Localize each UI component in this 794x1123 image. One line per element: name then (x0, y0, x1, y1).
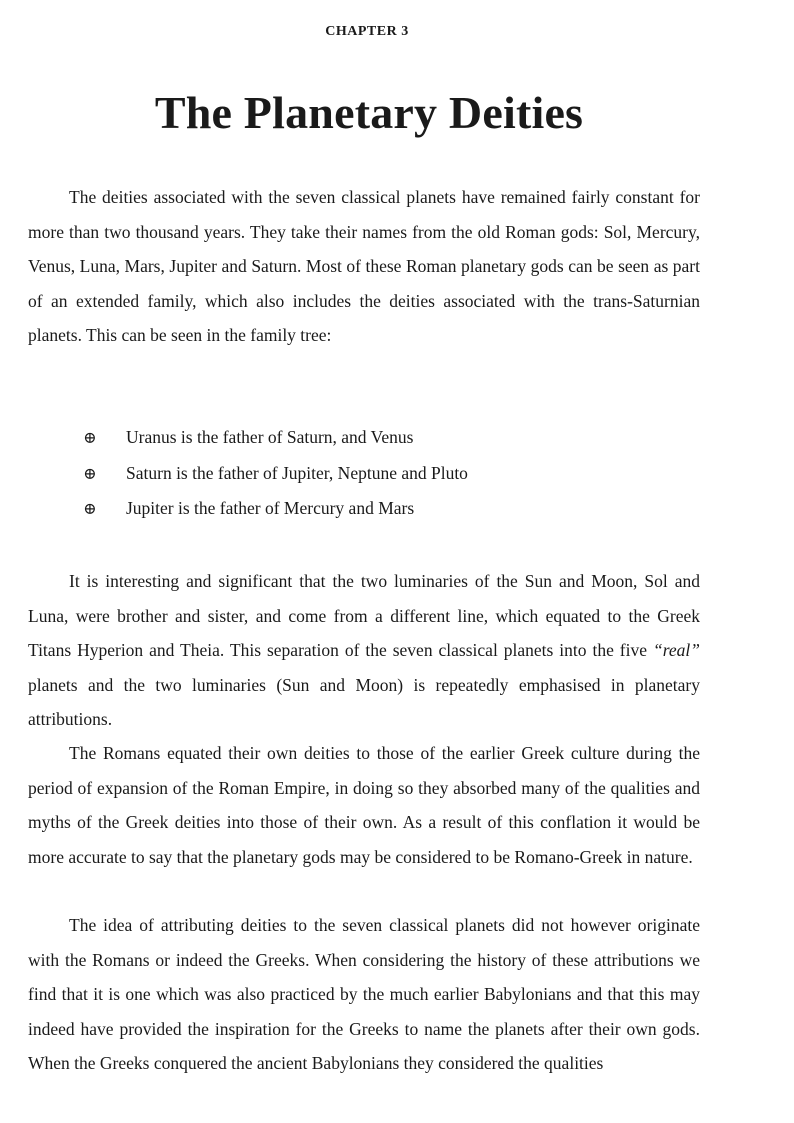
paragraph-luminaries (28, 564, 700, 737)
circled-plus-icon: ⊕ (83, 465, 97, 483)
circled-plus-icon: ⊕ (83, 501, 97, 518)
list-item-text: Saturn is the father of Jupiter, Neptune and Pluto (126, 462, 468, 483)
emphasis-real: “real” (652, 640, 700, 661)
list-item-text: Jupiter is the father of Mercury and Mars (126, 498, 415, 518)
paragraph-text: planets and the two luminaries (Sun and Moon) is repeatedly emphasised in planetary attributions. (28, 674, 700, 730)
list-item (82, 491, 468, 527)
list-item-text: Uranus is the father of Saturn, and Venus (126, 427, 414, 447)
paragraph-intro: The deities associated with the seven classical planets have remained fairly constant for more than two thousand years. They take their names from the old Roman gods: Sol, Mercury, Venus, Luna, Mars, Jupiter and Saturn. Most of these Roman planetary gods can be seen as part of an extended family, which also includes the deities associated with the trans-Saturnian planets. This can be seen in the family tree: (28, 187, 700, 346)
circled-plus-icon: ⊕ (83, 430, 97, 447)
list-item (82, 420, 468, 456)
list-item (82, 456, 468, 492)
chapter-label: CHAPTER 3 (325, 24, 409, 39)
paragraph-romans: The Romans equated their own deities to those of the earlier Greek culture during the period of expansion of the Roman Empire, in doing so they absorbed many of the qualities and myths of the Greek deities into those of their own. As a result of this conflation it would be more accurate to say that the planetary gods may be considered to be Romano-Greek in nature. (28, 743, 700, 867)
paragraph-text: It is interesting and significant that the two luminaries of the Sun and Moon, Sol and Luna, were brother and sister, and come from a different line, which equated to the Greek Titans Hyperion and Theia. This separation of the seven classical planets into the five (28, 571, 700, 661)
family-tree-list (82, 420, 468, 527)
paragraph-origins: The idea of attributing deities to the seven classical planets did not however originate with the Romans or indeed the Greeks. When considering the history of these attributions we find that it is one which was also practiced by the much earlier Babylonians and that this may indeed have provided the inspiration for the Greeks to name the planets after their own gods. When the Greeks conquered the ancient Babylonians they considered the qualities (28, 915, 700, 1074)
page-title: The Planetary Deities (154, 87, 584, 138)
